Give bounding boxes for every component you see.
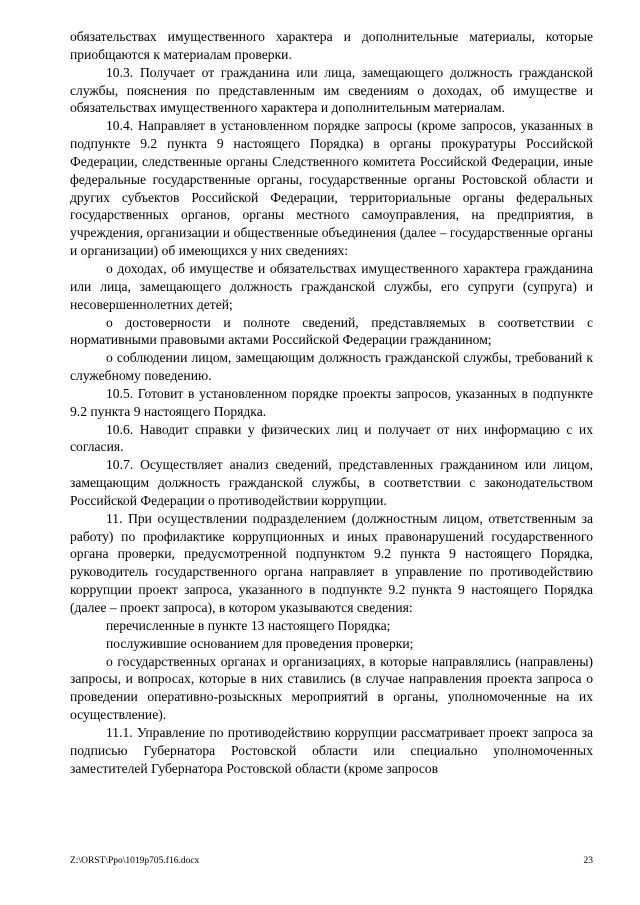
paragraph: обязательствах имущественного характера и дополнительные материалы, которые приобщаются к материалам проверки.	[70, 29, 593, 62]
paragraph: 10.4. Направляет в установленном порядке запросы (кроме запросов, указанных в подпункте 9.2 пункта 9 настоящего Порядка) в органы прокуратуры Российской Федерации, следственные органы Следственного комитета Российской Федерации, иные федеральные государственные органы, государственные органы Ростовской области и других субъектов Российской Федерации, территориальные органы федеральных государственных органов, органы местного самоуправления, на предприятия, в учреждения, организации и общественные объединения (далее – государственные органы и организации) об имеющихся у них сведениях:	[70, 118, 593, 259]
paragraph: 10.5. Готовит в установленном порядке проекты запросов, указанных в подпункте 9.2 пункта 9 настоящего Порядка.	[70, 385, 593, 419]
paragraph: послужившие основанием для проведения проверки;	[106, 635, 414, 651]
paragraph: 11. При осуществлении подразделением (должностным лицом, ответственным за работу) по профилактике коррупционных и иных правонарушений государственного органа проверки, предусмотренной подпунктом 9.2 пункта 9 настоящего Порядка, руководитель государственного органа направляет в управление по противодействию коррупции проект запроса, указанного в подпункте 9.2 пункта 9 настоящего Порядка (далее – проект запроса), в котором указываются сведения:	[70, 510, 593, 615]
paragraph: о достоверности и полноте сведений, представляемых в соответствии с нормативными правовыми актами Российской Федерации гражданином;	[70, 314, 593, 348]
page-number: 23	[583, 856, 593, 866]
footer-file-path: Z:\ORST\Ppo\1019p705.f16.docx	[70, 856, 200, 866]
paragraph: о доходах, об имуществе и обязательствах имущественного характера гражданина или лица, замещающего должность гражданской службы, его супруги (супруга) и несовершеннолетних детей;	[70, 260, 593, 312]
paragraph: 10.6. Наводит справки у физических лиц и получает от них информацию с их согласия.	[70, 421, 593, 455]
paragraph: 11.1. Управление по противодействию коррупции рассматривает проект запроса за подписью Губернатора Ростовской области или специально уполномоченных заместителей Губернатора Ростовской области (кроме запросов	[70, 724, 593, 776]
paragraph: перечисленные в пункте 13 настоящего Порядка;	[106, 617, 391, 633]
document-body	[70, 28, 593, 777]
paragraph: о государственных органах и организациях, в которые направлялись (направлены) запросы, и вопросах, которые в них ставились (в случае направления проекта запроса о проведении оперативно-розыскных мероприятий в органы, уполномоченные на их осуществление).	[70, 653, 593, 723]
paragraph: 10.3. Получает от гражданина или лица, замещающего должность гражданской службы, пояснения по представленным им сведениям о доходах, об имуществе и обязательствах имущественного характера и дополнительным материалам.	[70, 64, 593, 116]
paragraph: 10.7. Осуществляет анализ сведений, представленных гражданином или лицом, замещающим должность гражданской службы, в соответствии с законодательством Российской Федерации о противодействии коррупции.	[70, 457, 593, 508]
paragraph: о соблюдении лицом, замещающим должность гражданской службы, требований к служебному поведению.	[70, 350, 593, 384]
